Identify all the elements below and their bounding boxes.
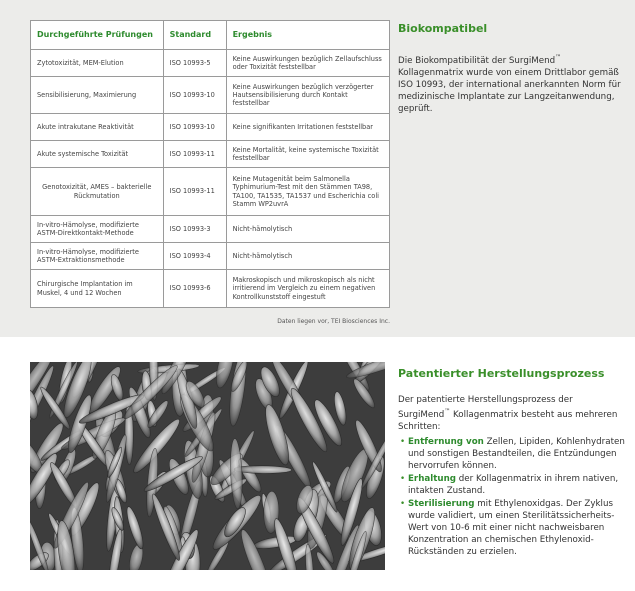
- cell-result: Keine Auswirkungen bezüglich verzögerter Hautsensibilisierung durch Kontakt feststellbar: [226, 77, 389, 114]
- cell-result: Nicht-hämolytisch: [226, 216, 389, 243]
- table-row: [31, 270, 390, 308]
- table-row: [31, 50, 390, 77]
- cell-standard: ISO 10993-6: [163, 270, 226, 308]
- data-source-note: Daten liegen vor, TEI Biosciences Inc.: [277, 318, 390, 325]
- cell-result: Nicht-hämolytisch: [226, 243, 389, 270]
- cell-result: Makroskopisch und mikroskopisch als nicht irritierend im Vergleich zu einem negativen Kontrollkunststoff eingestuft: [226, 270, 389, 308]
- cell-result: Keine signifikanten Irritationen feststellbar: [226, 114, 389, 141]
- cell-standard: ISO 10993-11: [163, 168, 226, 216]
- list-item: • Erhaltung der Kollagenmatrix in ihrem nativen, intakten Zustand.: [400, 474, 619, 496]
- cell-standard: ISO 10993-10: [163, 114, 226, 141]
- table-row: [31, 243, 390, 270]
- cell-standard: ISO 10993-5: [163, 50, 226, 77]
- cell-test: Akute intrakutane Reaktivität: [31, 114, 164, 141]
- collagen-microscope-image: [30, 362, 385, 570]
- table-row: [31, 114, 390, 141]
- cell-test: In-vitro-Hämolyse, modifizierte ASTM-Direktkontakt-Methode: [31, 216, 164, 243]
- header-result: Ergebnis: [226, 21, 389, 50]
- bullet-icon: •: [400, 437, 406, 447]
- process-intro: Der patentierte Herstellungsprozess der SurgiMend™ Kollagenmatrix besteht aus mehreren Schritten:: [398, 395, 618, 432]
- biocompatibility-table: [30, 20, 390, 308]
- cell-test: In-vitro-Hämolyse, modifizierte ASTM-Extraktionsmethode: [31, 243, 164, 270]
- cell-test: Zytotoxizität, MEM-Elution: [31, 50, 164, 77]
- biocompat-text: Die Biokompatibilität der SurgiMend™ Kollagenmatrix wurde von einem Drittlabor gemäß ISO 10993, der international anerkannten Norm für medizinische Implantate zur Langzeitanwendung, geprüft.: [398, 54, 621, 114]
- bullet-icon: •: [400, 474, 406, 484]
- process-title: Patentierter Herstellungsprozess: [398, 367, 605, 380]
- header-standard: Standard: [163, 21, 226, 50]
- cell-result: Keine Mutagenität beim Salmonella Typhimurium-Test mit den Stämmen TA98, TA100, TA1535, TA1537 und Escherichia coli Stamm WP2uvrA: [226, 168, 389, 216]
- table-row: [31, 77, 390, 114]
- cell-standard: ISO 10993-11: [163, 141, 226, 168]
- cell-test: Sensibilisierung, Maximierung: [31, 77, 164, 114]
- cell-result: Keine Mortalität, keine systemische Toxizität feststellbar: [226, 141, 389, 168]
- list-item: • Sterilisierung mit Ethylenoxidgas. Der Zyklus wurde validiert, um einen Sterilitätssicherheits-Wert von 10-6 mit einer nicht nachweisbaren Konzentration an chemischen Ethylenoxid-Rückständen zu erzielen.: [400, 499, 615, 557]
- cell-standard: ISO 10993-3: [163, 216, 226, 243]
- table-row: [31, 168, 390, 216]
- biocompat-title: Biokompatibel: [398, 22, 488, 35]
- cell-test: Genotoxizität, AMES – bakterielle Rückmutation: [31, 168, 164, 216]
- table-row: [31, 216, 390, 243]
- list-item: • Entfernung von Zellen, Lipiden, Kohlenhydraten und sonstigen Bestandteilen, die Entzündungen hervorrufen können.: [400, 437, 625, 471]
- cell-standard: ISO 10993-4: [163, 243, 226, 270]
- header-tests: Durchgeführte Prüfungen: [31, 21, 164, 50]
- cell-result: Keine Auswirkungen bezüglich Zellaufschluss oder Toxizität feststellbar: [226, 50, 389, 77]
- cell-test: Chirurgische Implantation im Muskel, 4 und 12 Wochen: [31, 270, 164, 308]
- process-steps-list: [400, 436, 628, 559]
- cell-test: Akute systemische Toxizität: [31, 141, 164, 168]
- cell-standard: ISO 10993-10: [163, 77, 226, 114]
- bullet-icon: •: [400, 499, 406, 509]
- table-row: [31, 141, 390, 168]
- table-header-row: [31, 21, 390, 50]
